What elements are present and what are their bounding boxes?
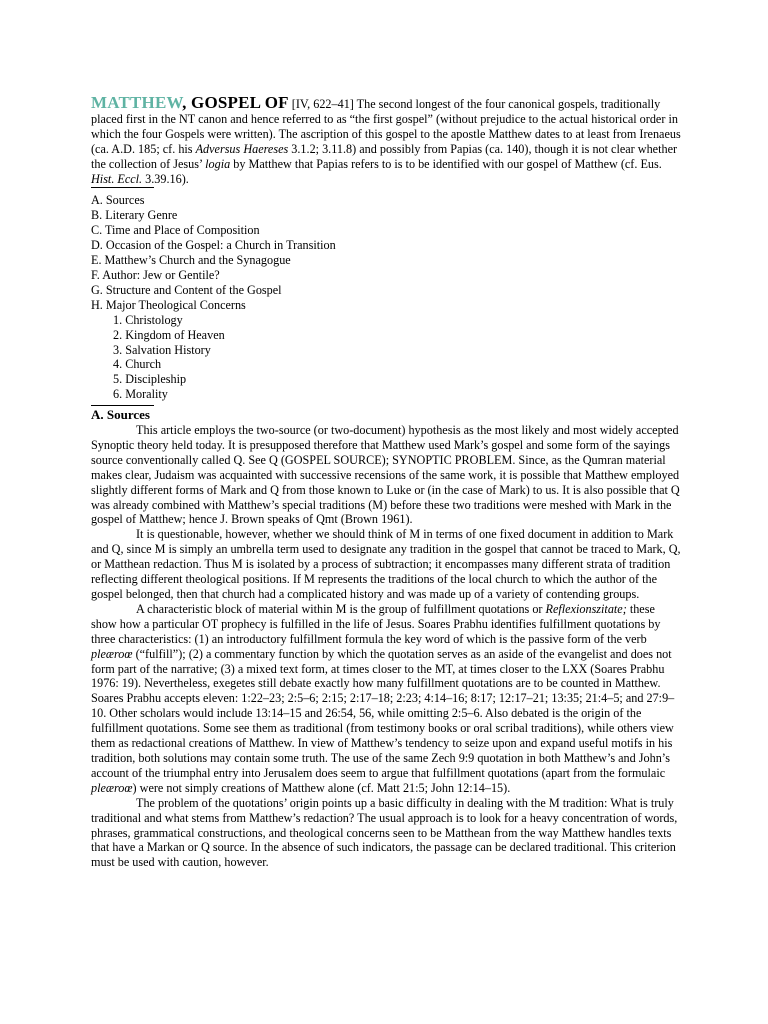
toc-item: E. Matthew’s Church and the Synagogue: [91, 253, 291, 268]
entry-headword: [91, 93, 289, 112]
headword-name: MATTHEW: [91, 93, 183, 112]
body-paragraph: [91, 796, 683, 871]
toc-subitem: 1. Christology: [113, 312, 183, 327]
toc-subitem: 2. Kingdom of Heaven: [113, 327, 225, 342]
text-run: these show how a particular OT prophecy is fulfilled in the life of Jesus. Soares Prabhu identifies fulfillment quotations by three characteristics: (1) an introductory fulfillment formula the key word of which is the passive form of the verb: [91, 601, 661, 646]
toc-subitem: 4. Church: [113, 357, 162, 372]
italic-text: Hist. Eccl.: [91, 171, 143, 186]
text-run: The second longest of the four canonical gospels, traditionally placed first in the NT canon and hence referred to as “the first gospel” (without prejudice to the actual historical order in which the four Gospels were written). The ascription of this gospel to the apostle Matthew dates to at least from Irenaeus (ca. A.D. 185; cf. his: [91, 97, 681, 156]
toc-item: H. Major Theological Concerns: [91, 297, 246, 312]
divider-rule: [91, 187, 154, 188]
text-run: by Matthew that Papias refers to is to be identified with our gospel of Matthew (cf. Eus.: [230, 156, 662, 171]
toc-item: B. Literary Genre: [91, 208, 178, 223]
toc-item: D. Occasion of the Gospel: a Church in Transition: [91, 238, 336, 253]
text-run: It is questionable, however, whether we should think of M in terms of one fixed document in addition to Mark and Q, since M is simply an umbrella term used to designate any tradition in the gospel that cannot be traced to Mark, Q, or Matthean redaction. Thus M is isolated by a process of subtraction; it encompasses many different strata of tradition reflecting different theological positions. If M represents the traditions of the local church to which the author of the gospel belonged, then that church had a complicated history and was made up of a variety of contending groups.: [91, 527, 681, 601]
text-run: This article employs the two-source (or two-document) hypothesis as the most likely and most widely accepted Synoptic theory held today. It is presupposed therefore that Matthew used Mark’s gospel and some form of the sayings source conventionally called Q. See Q (GOSPEL SOURCE); SYNOPTIC PROBLEM. Since, as the Qumran material makes clear, Judaism was acquainted with successive recensions of the same work, it is possible that Matthew employed slightly different forms of Mark and Q from those known to Luke or (in the case of Mark) to us. It is also possible that Q was already combined with Matthew’s special traditions (M) before these two traditions were meshed with Mark in the gospel of Matthew; hence J. Brown speaks of Qmt (Brown 1961).: [91, 423, 680, 527]
toc-subitem: 6. Morality: [113, 387, 168, 402]
body-paragraph: [91, 423, 683, 527]
headword-title: , GOSPEL OF: [182, 93, 289, 112]
toc-subitem: 3. Salvation History: [113, 342, 211, 357]
italic-text: pleæroœ: [91, 780, 133, 795]
divider-rule: [91, 405, 154, 406]
text-run: 3.1.2; 3.11.8) and possibly from Papias (ca. 140), though it is not clear whether the collection of Jesus’: [91, 141, 678, 171]
text-run: ) were not simply creations of Matthew alone (cf. Matt 21:5; John 12:14–15).: [132, 780, 511, 795]
text-run: The problem of the quotations’ origin points up a basic difficulty in dealing with the M tradition: What is truly traditional and what stems from Matthew’s redaction? The usual approach is to look for a heavy concentration of words, phrases, grammatical constructions, and theological concerns seen to be Matthean from the way Matthew handles texts that have a Markan or Q source. In the absence of such indicators, the passage can be declared traditional. This criterion must be used with caution, however.: [91, 795, 678, 870]
volume-reference: [IV, 622–41]: [291, 97, 354, 111]
toc-item: A. Sources: [91, 193, 145, 208]
italic-text: pleæroœ: [91, 646, 133, 661]
toc-subitem: 5. Discipleship: [113, 372, 187, 387]
toc-item: C. Time and Place of Composition: [91, 223, 260, 238]
intro-paragraph: [91, 93, 683, 186]
table-of-contents: [91, 193, 683, 402]
italic-text: logia: [205, 156, 231, 171]
body-paragraph: [91, 527, 683, 602]
document-page: [91, 93, 683, 870]
italic-text: Reflexionszitate;: [545, 601, 627, 616]
text-run: (“fulfill”); (2) a commentary function by which the quotation serves as an aside of the evangelist and does not form part of the narrative; (3) a mixed text form, at times closer to the MT, at times closer to the LXX (Soares Prabhu 1976: 19). Nevertheless, exegetes still debate exactly how many fulfillment quotations are to be counted in Matthew. Soares Prabhu accepts eleven: 1:22–23; 2:5–6; 2:15; 2:17–18; 2:23; 4:14–16; 8:17; 12:17–21; 13:35; 21:4–5; and 27:9–10. Other scholars would include 13:14–15 and 26:54, 56, while omitting 2:5–6. Also debated is the origin of the fulfillment quotations. Some see them as traditional (from testimony books or oral scribal traditions), while others view them as redactional creations of Matthew. In view of Matthew’s tendency to seize upon and expand useful motifs in his tradition, both solutions may contain some truth. The use of the same Zech 9:9 quotation in both Matthew’s and John’s account of the triumphal entry into Jerusalem does seem to argue that fulfillment quotations (apart from the formulaic: [91, 646, 675, 780]
italic-text: Adversus Haereses: [195, 141, 289, 156]
section-heading-sources: A. Sources: [91, 407, 150, 423]
toc-item: F. Author: Jew or Gentile?: [91, 267, 220, 282]
toc-item: G. Structure and Content of the Gospel: [91, 282, 282, 297]
text-run: A characteristic block of material within M is the group of fulfillment quotations or: [136, 601, 546, 616]
body-paragraph: [91, 602, 683, 796]
text-run: 3.39.16).: [142, 171, 189, 186]
section-body-sources: [91, 423, 683, 870]
